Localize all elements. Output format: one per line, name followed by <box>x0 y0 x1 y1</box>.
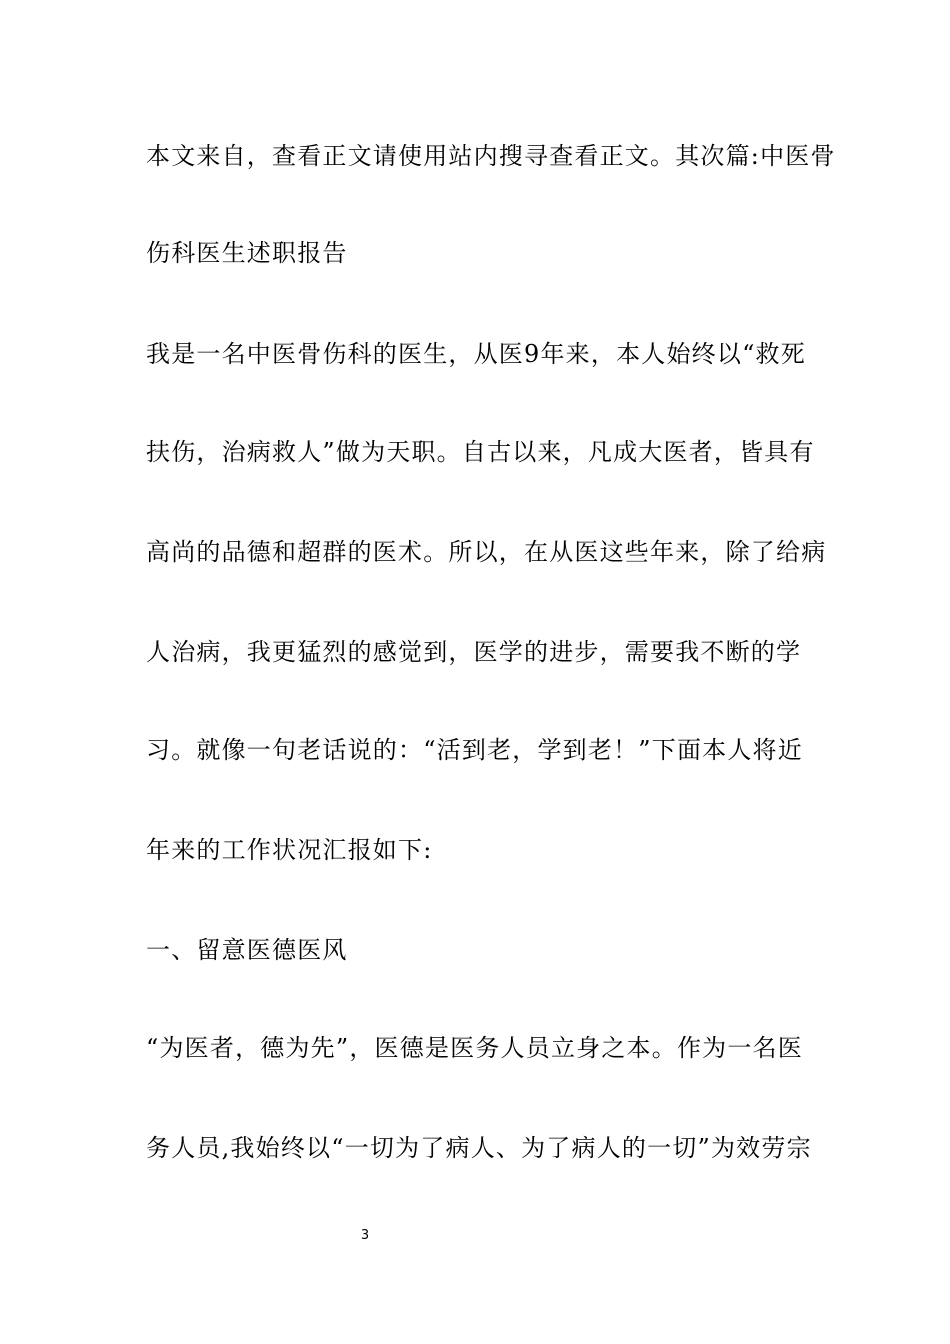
text-line-1: 本文来自，查看正文请使用站内搜寻查看正文。其次篇:中医骨 <box>146 142 836 170</box>
text-line-7: 习。就像一句老话说的：“活到老，学到老！”下面本人将近 <box>146 736 803 764</box>
text-line-5: 高尚的品德和超群的医术。所以，在从医这些年来，除了给病 <box>146 538 827 566</box>
section-heading: 一、留意医德医风 <box>146 936 348 964</box>
text-line-6: 人治病，我更猛烈的感觉到，医学的进步，需要我不断的学 <box>146 638 802 666</box>
text-line-3: 我是一名中医骨伤科的医生，从医9年来，本人始终以“救死 <box>146 340 806 368</box>
text-line-8: 年来的工作状况汇报如下: <box>146 836 433 864</box>
text-line-11: 务人员,我始终以“一切为了病人、为了病人的一切”为效劳宗 <box>146 1134 812 1162</box>
text-line-4: 扶伤，治病救人”做为天职。自古以来，凡成大医者，皆具有 <box>146 438 815 466</box>
page-number: 3 <box>360 1228 370 1243</box>
text-line-2: 伤科医生述职报告 <box>146 239 348 267</box>
text-line-10: “为医者，德为先”，医德是医务人员立身之本。作为一名医 <box>146 1034 803 1062</box>
